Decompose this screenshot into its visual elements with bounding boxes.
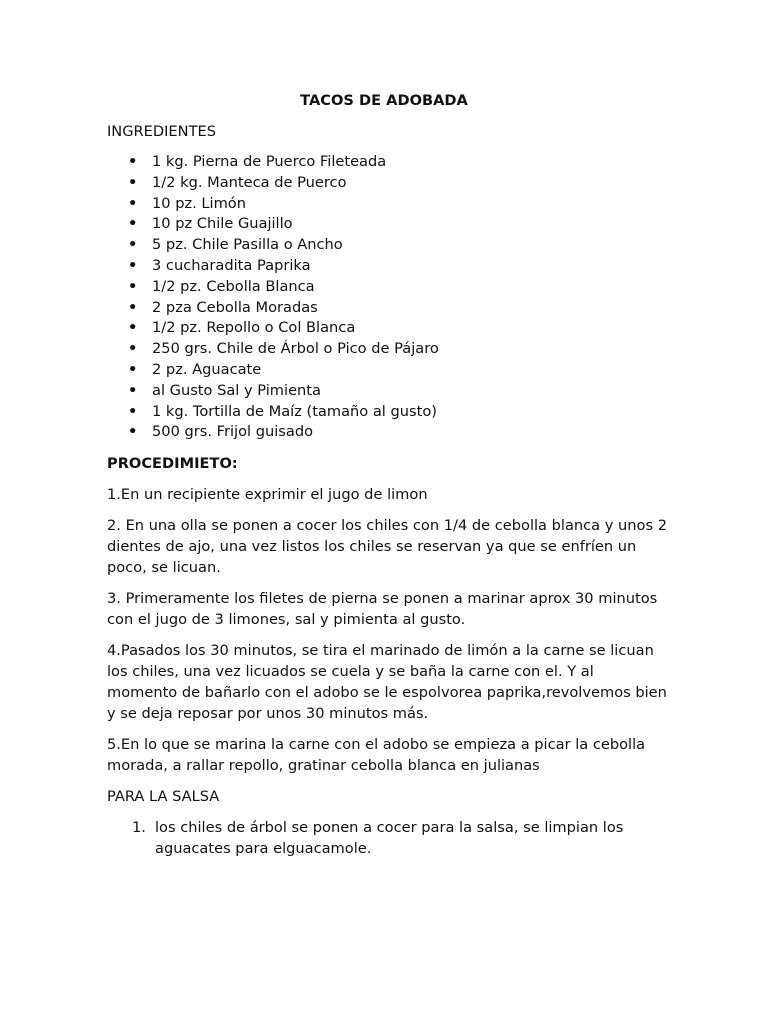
bullet-icon: • <box>128 215 138 233</box>
ingredient-text: 500 grs. Frijol guisado <box>152 423 314 441</box>
ingredients-heading: INGREDIENTES <box>107 123 216 140</box>
bullet-icon: • <box>128 360 138 378</box>
procedure-step: 2. En una olla se ponen a cocer los chiles con 1/4 de cebolla blanca y unos 2 dientes de ajo, una vez listos los chiles se reservan ya que se enfríen un poco, se licuan. <box>107 517 667 577</box>
bullet-icon: • <box>128 319 138 337</box>
ingredient-item <box>107 402 667 423</box>
ingredient-item <box>107 194 667 215</box>
bullet-icon: • <box>128 298 138 316</box>
ingredient-item <box>107 173 667 194</box>
bullet-icon: • <box>128 153 138 170</box>
ingredient-item <box>107 422 667 443</box>
ingredient-item <box>107 277 667 298</box>
ingredient-text: 2 pz. Aguacate <box>152 360 262 378</box>
bullet-icon: • <box>128 256 138 274</box>
ingredient-text: 250 grs. Chile de Árbol o Pico de Pájaro <box>152 340 439 358</box>
bullet-icon: • <box>128 340 138 358</box>
salsa-heading: PARA LA SALSA <box>107 788 220 806</box>
salsa-list <box>107 817 667 859</box>
ingredient-text: 3 cucharadita Paprika <box>152 256 311 274</box>
bullet-icon: • <box>128 173 138 191</box>
salsa-item <box>107 817 667 859</box>
ingredient-text: 5 pz. Chile Pasilla o Ancho <box>152 236 343 254</box>
procedure-step: 3. Primeramente los filetes de pierna se ponen a marinar aprox 30 minutos con el jugo de 3 limones, sal y pimienta al gusto. <box>107 590 658 629</box>
ingredient-item <box>107 235 667 256</box>
salsa-item-text: los chiles de árbol se ponen a cocer para la salsa, se limpian los aguacates para elguacamole. <box>155 819 624 858</box>
recipe-title: TACOS DE ADOBADA <box>300 92 468 109</box>
ingredient-text: 10 pz Chile Guajillo <box>152 215 293 233</box>
procedure-step: 5.En lo que se marina la carne con el adobo se empieza a picar la cebolla morada, a rallar repollo, gratinar cebolla blanca en julianas <box>107 736 646 775</box>
ingredient-text: 1 kg. Tortilla de Maíz (tamaño al gusto) <box>152 402 437 420</box>
ingredient-item <box>107 256 667 277</box>
ingredient-item <box>107 152 667 173</box>
ingredient-text: 2 pza Cebolla Moradas <box>152 298 318 316</box>
ingredients-list <box>107 152 667 443</box>
ingredient-text: 1/2 kg. Manteca de Puerco <box>152 173 347 191</box>
document-body <box>107 121 667 859</box>
ingredient-item <box>107 360 667 381</box>
bullet-icon: • <box>128 423 138 441</box>
bullet-icon: • <box>128 194 138 212</box>
procedure-steps <box>107 484 667 776</box>
ingredient-item <box>107 318 667 339</box>
bullet-icon: • <box>128 402 138 420</box>
ingredient-text: 10 pz. Limón <box>152 194 246 212</box>
ingredient-item <box>107 339 667 360</box>
procedure-step: 1.En un recipiente exprimir el jugo de limon <box>107 486 428 504</box>
ingredient-text: 1 kg. Pierna de Puerco Fileteada <box>152 153 387 170</box>
ingredient-text: al Gusto Sal y Pimienta <box>152 381 321 399</box>
procedure-step: 4.Pasados los 30 minutos, se tira el marinado de limón a la carne se licuan los chiles, una vez licuados se cuela y se baña la carne con el. Y al momento de bañarlo con el adobo se le espolvorea paprika,revolvemos bien y se deja reposar por unos 30 minutos más. <box>107 642 667 723</box>
salsa-item-number: 1. <box>132 819 146 837</box>
ingredient-item <box>107 298 667 319</box>
bullet-icon: • <box>128 381 138 399</box>
bullet-icon: • <box>128 277 138 295</box>
bullet-icon: • <box>128 236 138 254</box>
ingredient-text: 1/2 pz. Repollo o Col Blanca <box>152 319 356 337</box>
procedure-heading: PROCEDIMIETO: <box>107 455 238 473</box>
ingredient-item <box>107 381 667 402</box>
ingredient-item <box>107 214 667 235</box>
ingredient-text: 1/2 pz. Cebolla Blanca <box>152 277 315 295</box>
